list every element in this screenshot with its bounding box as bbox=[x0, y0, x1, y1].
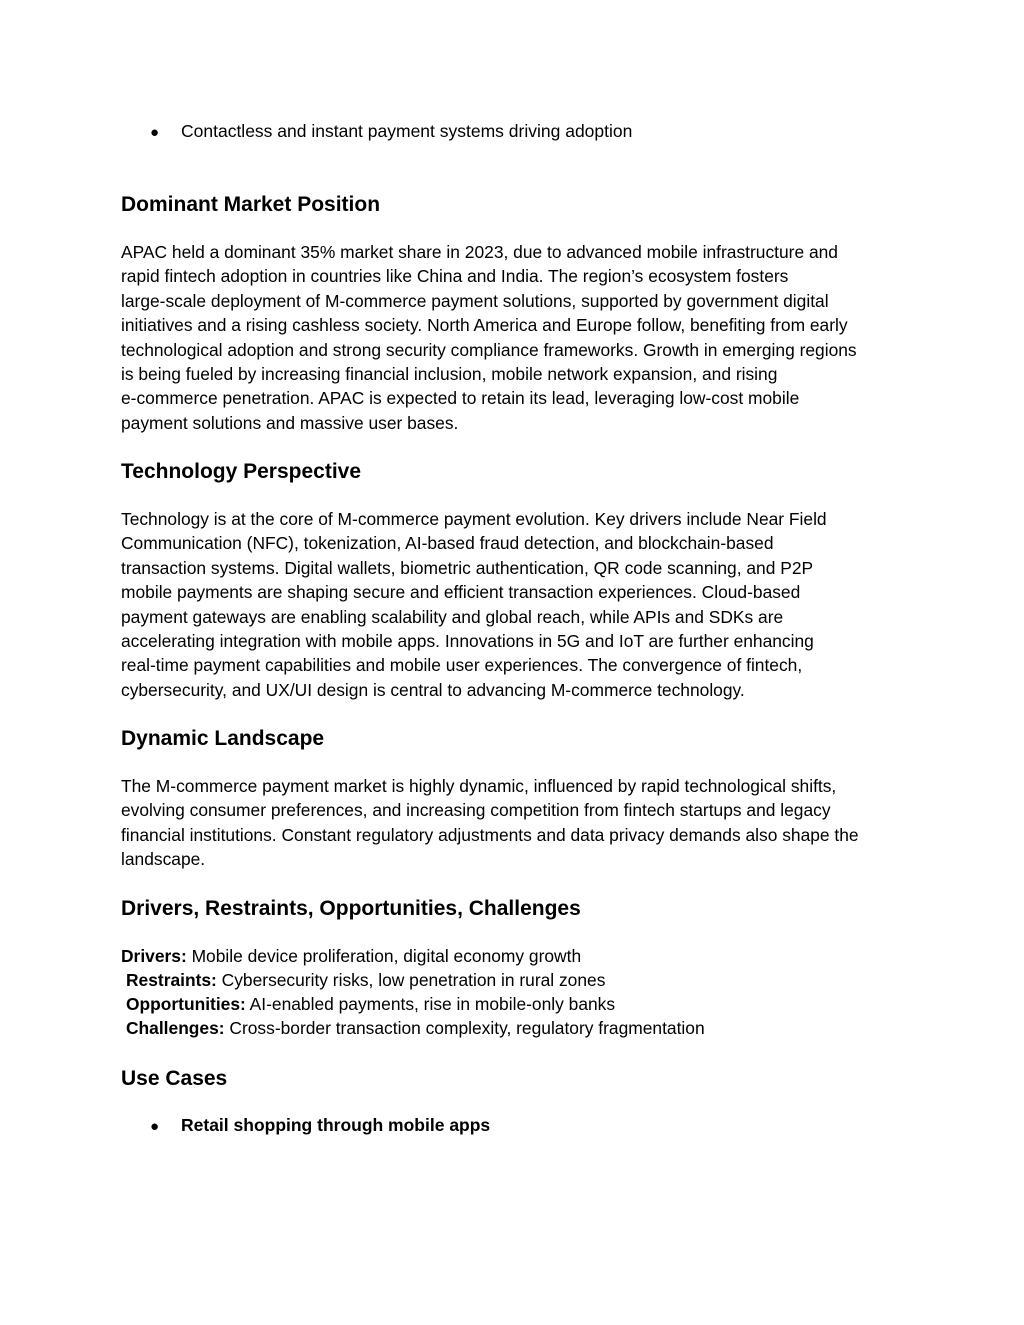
restraints-line bbox=[121, 968, 605, 992]
market-position-paragraph bbox=[121, 240, 911, 435]
paragraph-line: mobile payments are shaping secure and efficient transaction experiences. Cloud-based bbox=[121, 582, 801, 603]
list-item bbox=[150, 1113, 490, 1139]
list-item-text: Retail shopping through mobile apps bbox=[181, 1115, 491, 1135]
paragraph-line: landscape. bbox=[121, 849, 206, 870]
section-heading-landscape: Dynamic Landscape bbox=[121, 727, 325, 750]
paragraph-line: evolving consumer preferences, and increasing competition from fintech startups and legacy bbox=[121, 800, 831, 821]
drivers-text: Mobile device proliferation, digital economy growth bbox=[186, 946, 582, 966]
paragraph-line: payment solutions and massive user bases. bbox=[121, 412, 459, 433]
paragraph-line: e-commerce penetration. APAC is expected to retain its lead, leveraging low-cost mobile bbox=[121, 388, 800, 409]
section-heading-technology: Technology Perspective bbox=[121, 460, 362, 483]
paragraph-line: accelerating integration with mobile apps. Innovations in 5G and IoT are further enhancing bbox=[121, 631, 814, 652]
challenges-line bbox=[121, 1016, 705, 1040]
bullet-marker: ● bbox=[150, 124, 160, 141]
opportunities-text: AI-enabled payments, rise in mobile-only banks bbox=[245, 994, 616, 1014]
challenges-label: Challenges: bbox=[126, 1018, 225, 1038]
paragraph-line: payment gateways are enabling scalability and global reach, while APIs and SDKs are bbox=[121, 606, 784, 627]
landscape-paragraph bbox=[121, 774, 911, 872]
section-heading-market-position: Dominant Market Position bbox=[121, 193, 381, 216]
opportunities-line bbox=[121, 992, 615, 1016]
paragraph-line: large-scale deployment of M-commerce payment solutions, supported by government digital bbox=[121, 290, 829, 311]
paragraph-line: technological adoption and strong security compliance frameworks. Growth in emerging regions bbox=[121, 339, 857, 360]
section-heading-drivers: Drivers, Restraints, Opportunities, Challenges bbox=[121, 897, 581, 920]
paragraph-line: financial institutions. Constant regulatory adjustments and data privacy demands also shape the bbox=[121, 824, 859, 845]
paragraph-line: The M-commerce payment market is highly dynamic, influenced by rapid technological shifts, bbox=[121, 776, 837, 796]
paragraph-line: Communication (NFC), tokenization, AI-based fraud detection, and blockchain-based bbox=[121, 533, 774, 554]
bullet-marker: ● bbox=[150, 1118, 160, 1135]
restraints-text: Cybersecurity risks, low penetration in rural zones bbox=[216, 970, 606, 990]
section-heading-use-cases: Use Cases bbox=[121, 1067, 228, 1090]
paragraph-line: rapid fintech adoption in countries like China and India. The region’s ecosystem fosters bbox=[121, 266, 789, 287]
list-item-text: Contactless and instant payment systems driving adoption bbox=[181, 121, 633, 141]
paragraph-line: APAC held a dominant 35% market share in 2023, due to advanced mobile infrastructure and bbox=[121, 242, 838, 262]
restraints-label: Restraints: bbox=[126, 970, 217, 990]
opportunities-label: Opportunities: bbox=[126, 994, 246, 1014]
paragraph-line: Technology is at the core of M-commerce payment evolution. Key drivers include Near Field bbox=[121, 509, 827, 529]
paragraph-line: cybersecurity, and UX/UI design is central to advancing M-commerce technology. bbox=[121, 679, 745, 700]
drivers-label: Drivers: bbox=[121, 946, 187, 966]
challenges-text: Cross-border transaction complexity, regulatory fragmentation bbox=[224, 1018, 705, 1038]
drivers-line bbox=[121, 944, 581, 968]
paragraph-line: initiatives and a rising cashless society. North America and Europe follow, benefiting from early bbox=[121, 315, 848, 336]
paragraph-line: transaction systems. Digital wallets, biometric authentication, QR code scanning, and P2P bbox=[121, 557, 814, 578]
technology-paragraph bbox=[121, 507, 911, 702]
paragraph-line: is being fueled by increasing financial inclusion, mobile network expansion, and rising bbox=[121, 364, 778, 385]
list-item bbox=[150, 119, 632, 145]
paragraph-line: real-time payment capabilities and mobile user experiences. The convergence of fintech, bbox=[121, 655, 803, 676]
